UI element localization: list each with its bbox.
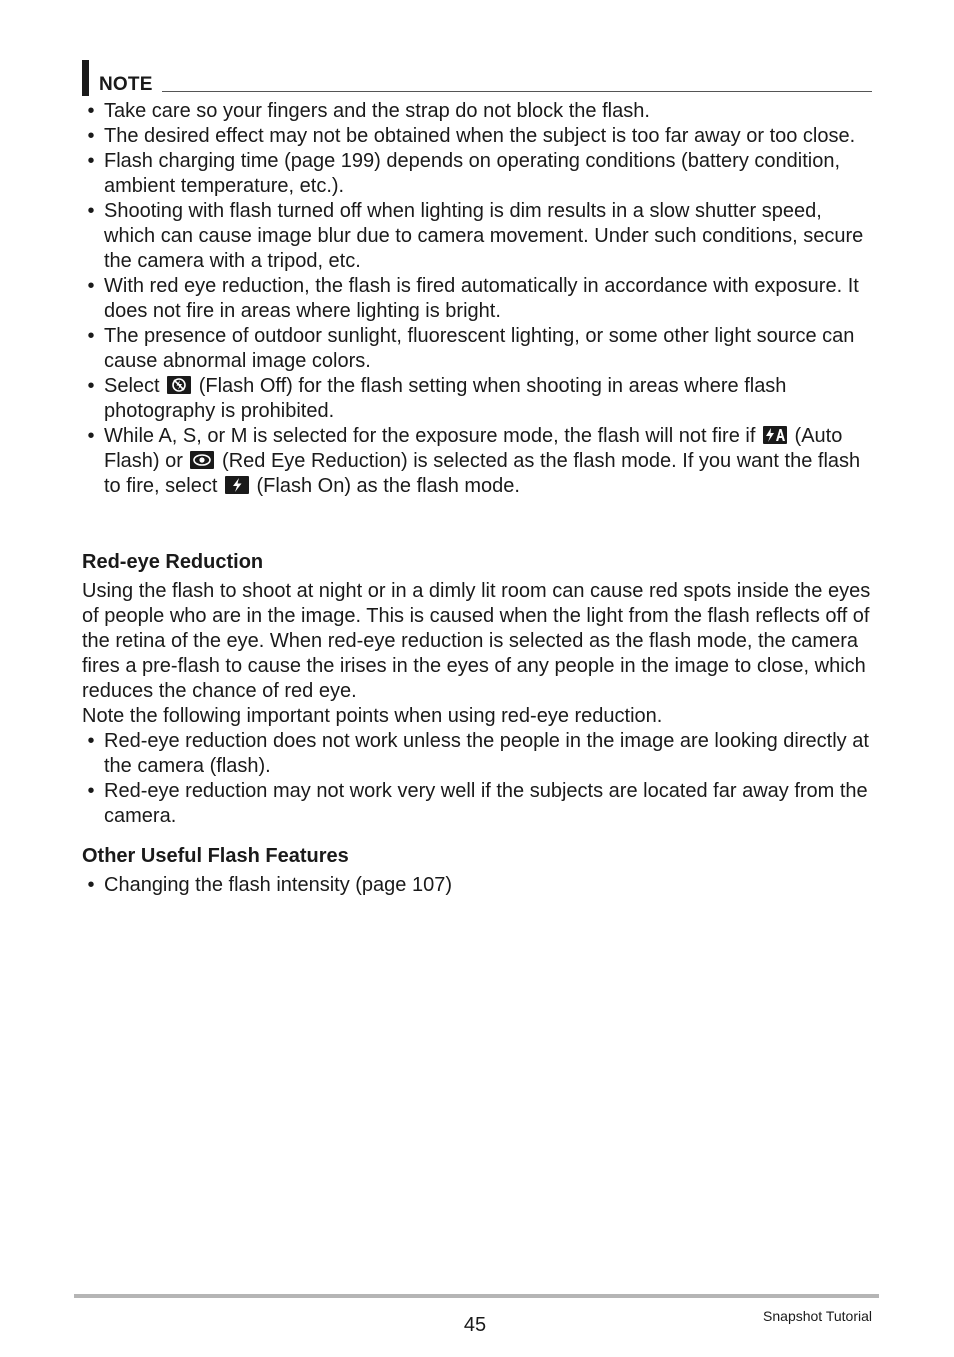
note-rule	[162, 91, 872, 92]
list-item-text: With red eye reduction, the flash is fired automatically in accordance with exposure. It does not fire in areas where lighting is bright.	[104, 275, 859, 322]
list-item-text: Red-eye reduction may not work very well if the subjects are located far away from the camera.	[104, 780, 868, 827]
body-intro: Note the following important points when using red-eye reduction.	[82, 705, 663, 727]
select-text-before: Select	[104, 375, 160, 397]
flash-on-icon	[225, 476, 249, 494]
list-item: • Take care so your fingers and the strap do not block the flash.	[87, 100, 650, 122]
page-number: 45	[463, 1314, 487, 1336]
other-features-list	[82, 873, 874, 898]
red-eye-list	[82, 729, 874, 829]
list-item: • Red-eye reduction does not work unless the people in the image are looking directly at the camera (flash).	[87, 730, 869, 777]
list-item-text: Red-eye reduction does not work unless the people in the image are looking directly at the camera (flash).	[104, 730, 869, 777]
note-section	[82, 99, 874, 499]
section-heading: Red-eye Reduction	[82, 551, 264, 573]
list-item: • Flash charging time (page 199) depends on operating conditions (battery condition, ambient temperature, etc.).	[87, 150, 841, 197]
list-item-text: Shooting with flash turned off when lighting is dim results in a slow shutter speed, which can cause image blur due to camera movement. Under such conditions, secure the camera with a tripod, etc.	[104, 200, 864, 272]
list-item: • With red eye reduction, the flash is fired automatically in accordance with exposure. It does not fire in areas where lighting is bright.	[87, 275, 859, 322]
auto-flash-icon	[763, 426, 787, 444]
list-item-text: Flash charging time (page 199) depends on operating conditions (battery condition, ambient temperature, etc.).	[104, 150, 841, 197]
note-marker-bar	[82, 60, 89, 96]
list-item-text: Changing the flash intensity (page 107)	[104, 874, 453, 896]
footer-rule	[74, 1294, 879, 1298]
list-item-text: Take care so your fingers and the strap do not block the flash.	[104, 100, 650, 122]
footer-section-title: Snapshot Tutorial	[763, 1308, 872, 1324]
while-text-2: (Auto Flash) or	[104, 425, 843, 472]
select-text-after: (Flash Off) for the flash setting when shooting in areas where flash photography is prohibited.	[104, 375, 787, 422]
note-list	[82, 99, 874, 499]
while-text-3: (Red Eye Reduction) is selected as the flash mode. If you want the flash to fire, select	[104, 450, 861, 497]
list-item-text: The presence of outdoor sunlight, fluorescent lighting, or some other light source can cause abnormal image colors.	[104, 325, 855, 372]
flash-off-icon	[167, 376, 191, 394]
note-label: NOTE	[99, 74, 153, 95]
list-item: • Shooting with flash turned off when lighting is dim results in a slow shutter speed, which can cause image blur due to camera movement. Under such conditions, secure the camera with a tripod, etc.	[87, 200, 864, 272]
while-text-4: (Flash On) as the flash mode.	[256, 475, 520, 497]
list-item: • Changing the flash intensity (page 107)	[87, 874, 453, 896]
list-item: • While A, S, or M is selected for the exposure mode, the flash will not fire if (Auto Flash) or (Red Eye Reduction) is selected as the flash mode. If you want the flash to fire, select (Flash On) as the flash mode.	[87, 425, 861, 497]
red-eye-reduction-icon	[190, 451, 214, 469]
list-item: • The desired effect may not be obtained when the subject is too far away or too close.	[87, 125, 856, 147]
section-heading: Other Useful Flash Features	[82, 845, 349, 867]
note-header	[82, 60, 872, 96]
list-item: • Red-eye reduction may not work very well if the subjects are located far away from the camera.	[87, 780, 868, 827]
other-features-section	[82, 844, 874, 898]
list-item: • Select (Flash Off) for the flash setting when shooting in areas where flash photography is prohibited.	[87, 375, 787, 422]
while-text-1: While A, S, or M is selected for the exposure mode, the flash will not fire if	[104, 425, 756, 447]
list-item-text: The desired effect may not be obtained when the subject is too far away or too close.	[104, 125, 856, 147]
body-paragraph: Using the flash to shoot at night or in a dimly lit room can cause red spots inside the eyes of people who are in the image. This is caused when the light from the flash reflects off of the retina of the eye. When red-eye reduction is selected as the flash mode, the camera fires a pre-flash to cause the irises in the eyes of any people in the image to close, which reduces the chance of red eye.	[82, 580, 871, 702]
red-eye-section	[82, 550, 874, 829]
list-item: • The presence of outdoor sunlight, fluorescent lighting, or some other light source can cause abnormal image colors.	[87, 325, 855, 372]
